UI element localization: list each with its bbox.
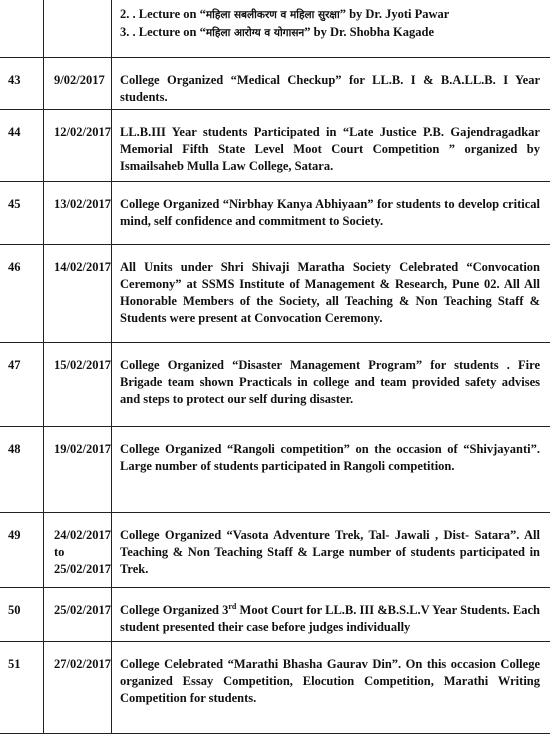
table-row	[0, 245, 550, 343]
description-cell: College Organized “Vasota Adventure Trek, Tal- Jawali , Dist- Satara”. All Teaching & Non Teaching Staff & Large number of students participated in Trek.	[112, 513, 550, 588]
description-cell: College Organized 3rd Moot Court for LL.B. III &B.S.L.V Year Students. Each student presented their case before judges individually	[112, 588, 550, 642]
ordinal-suffix: rd	[228, 602, 236, 611]
lecture-line: 2. . Lecture on “महिला सबलीकरण व महिला सुरक्षा” by Dr. Jyoti Pawar	[120, 6, 540, 24]
serial-cell: 47	[0, 343, 44, 427]
date-to: to	[54, 544, 109, 561]
table-row	[0, 427, 550, 513]
description-cell: College Organized “Nirbhay Kanya Abhiyaan” for students to develop critical mind, self confidence and commitment to Society.	[112, 182, 550, 245]
lecture-topic: महिला सबलीकरण व महिला सुरक्षा	[206, 9, 340, 21]
date-cell: 19/02/2017	[44, 427, 112, 513]
table-row	[0, 0, 550, 58]
serial-cell: 49	[0, 513, 44, 588]
date-cell	[44, 513, 112, 588]
serial-cell	[0, 0, 44, 58]
description-cell: College Organized “Medical Checkup” for LL.B. I & B.A.LL.B. I Year students.	[112, 58, 550, 110]
table-row	[0, 513, 550, 588]
date-cell: 13/02/2017	[44, 182, 112, 245]
date-cell: 27/02/2017	[44, 642, 112, 734]
description-cell: LL.B.III Year students Participated in “Late Justice P.B. Gajendragadkar Memorial Fifth State Level Moot Court Competition ” organized by Ismailsaheb Mulla Law College, Satara.	[112, 110, 550, 182]
serial-cell: 48	[0, 427, 44, 513]
description-cell	[112, 0, 550, 58]
serial-cell: 51	[0, 642, 44, 734]
table-row	[0, 58, 550, 110]
table-row	[0, 343, 550, 427]
table-row	[0, 182, 550, 245]
table-row	[0, 110, 550, 182]
date-cell: 9/02/2017	[44, 58, 112, 110]
table-row	[0, 588, 550, 642]
lecture-topic: महिला आरोग्य व योगासन	[206, 27, 304, 39]
description-cell: College Organized “Disaster Management Program” for students . Fire Brigade team shown Practicals in college and team provided safety advises and steps to protect our self during disaster.	[112, 343, 550, 427]
serial-cell: 50	[0, 588, 44, 642]
date-cell: 15/02/2017	[44, 343, 112, 427]
description-cell: College Celebrated “Marathi Bhasha Gaurav Din”. On this occasion College organized Essay Competition, Elocution Competition, Marathi Writing Competition for students.	[112, 642, 550, 734]
description-cell: All Units under Shri Shivaji Maratha Society Celebrated “Convocation Ceremony” at SSMS Institute of Management & Research, Pune 02. All All Honorable Members of the Society, all Teaching & Non Teaching Staff & Students were present at Convocation Ceremony.	[112, 245, 550, 343]
date-start: 24/02/2017	[54, 527, 109, 544]
table-row	[0, 642, 550, 734]
serial-cell: 43	[0, 58, 44, 110]
serial-cell: 46	[0, 245, 44, 343]
description-cell: College Organized “Rangoli competition” on the occasion of “Shivjayanti”. Large number of students participated in Rangoli competition.	[112, 427, 550, 513]
date-cell: 14/02/2017	[44, 245, 112, 343]
serial-cell: 44	[0, 110, 44, 182]
lecture-line: 3. . Lecture on “महिला आरोग्य व योगासन” by Dr. Shobha Kagade	[120, 24, 540, 42]
serial-cell: 45	[0, 182, 44, 245]
date-end: 25/02/2017	[54, 561, 109, 578]
date-cell: 12/02/2017	[44, 110, 112, 182]
date-cell	[44, 0, 112, 58]
date-cell: 25/02/2017	[44, 588, 112, 642]
